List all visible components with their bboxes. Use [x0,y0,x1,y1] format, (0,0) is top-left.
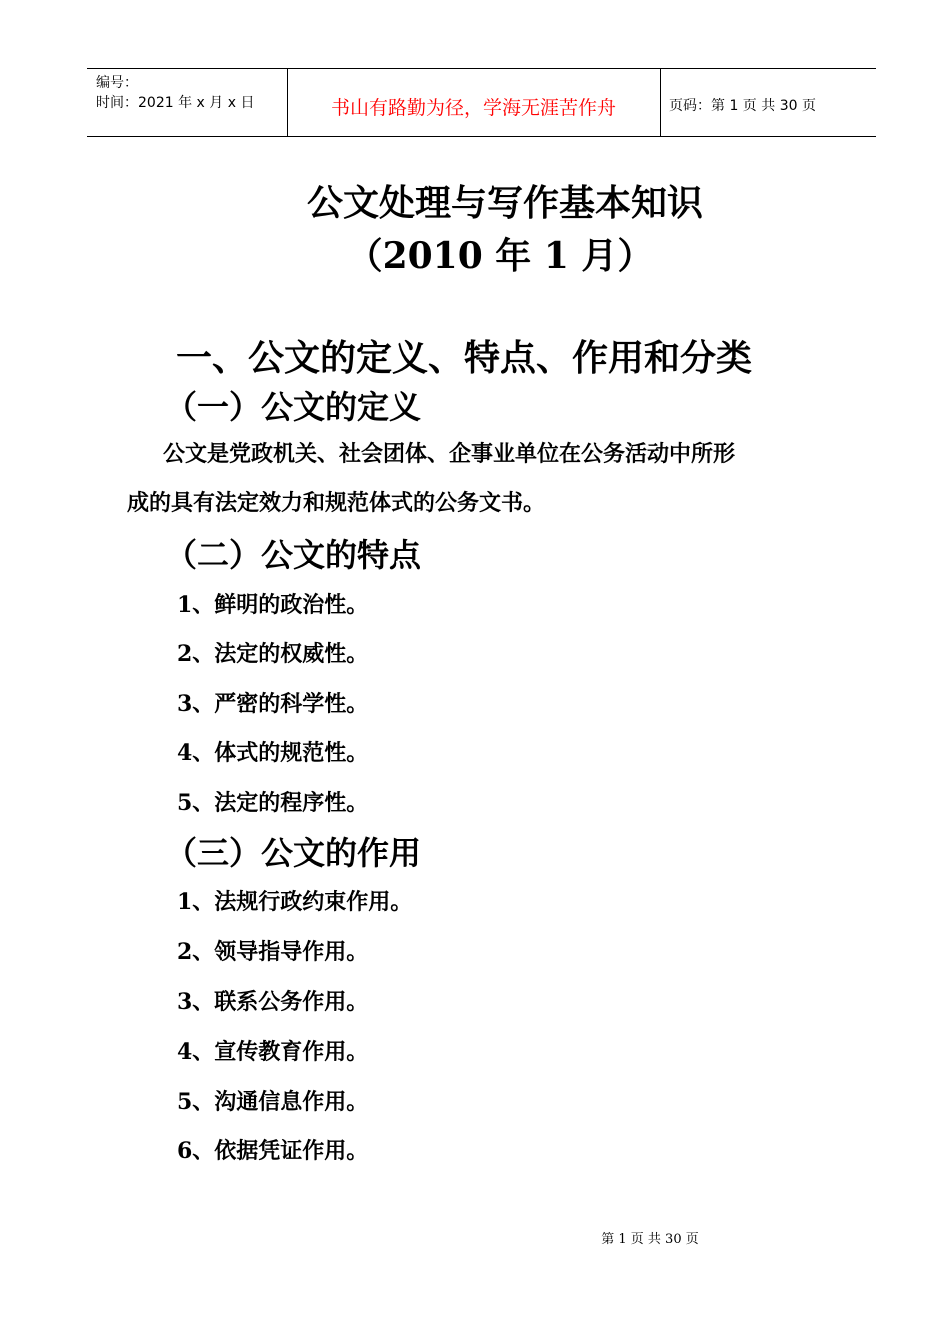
header-motto-cell [287,69,661,136]
list-item: 2、法定的权威性。 [177,641,369,667]
motto-text: 书山有路勤为径，学海无涯苦作舟 [330,97,616,119]
definition-line-1: 公文是党政机关、社会团体、企事业单位在公务活动中所形 [163,441,736,467]
page-header [87,68,876,137]
list-item: 2、领导指导作用。 [177,939,369,965]
header-page-cell [661,69,876,136]
list-item: 5、沟通信息作用。 [177,1089,369,1115]
section-heading: 一、公文的定义、特点、作用和分类 [176,337,753,379]
page-footer: 第 1 页 共 30 页 [601,1232,699,1247]
list-item: 4、宣传教育作用。 [177,1039,369,1065]
list-item: 1、鲜明的政治性。 [177,592,369,618]
list-item: 3、严密的科学性。 [177,691,369,717]
definition-line-2: 成的具有法定效力和规范体式的公务文书。 [127,490,546,516]
list-item: 6、依据凭证作用。 [177,1138,369,1164]
list-item: 4、体式的规范性。 [177,740,369,766]
document-title: 公文处理与写作基本知识 [306,182,703,224]
page-info: 页码：第 1 页 共 30 页 [669,98,816,114]
list-item: 3、联系公务作用。 [177,989,369,1015]
time-label: 时间：2021 年 x 月 x 日 [96,95,255,111]
header-meta-cell [87,69,288,136]
list-item: 1、法规行政约束作用。 [177,889,413,915]
functions-heading: （三）公文的作用 [165,834,422,872]
document-date: （2010 年 1 月） [346,235,654,277]
list-item: 5、法定的程序性。 [177,790,369,816]
features-heading: （二）公文的特点 [165,536,422,574]
number-label: 编号： [96,75,138,91]
definition-heading: （一）公文的定义 [165,388,422,426]
